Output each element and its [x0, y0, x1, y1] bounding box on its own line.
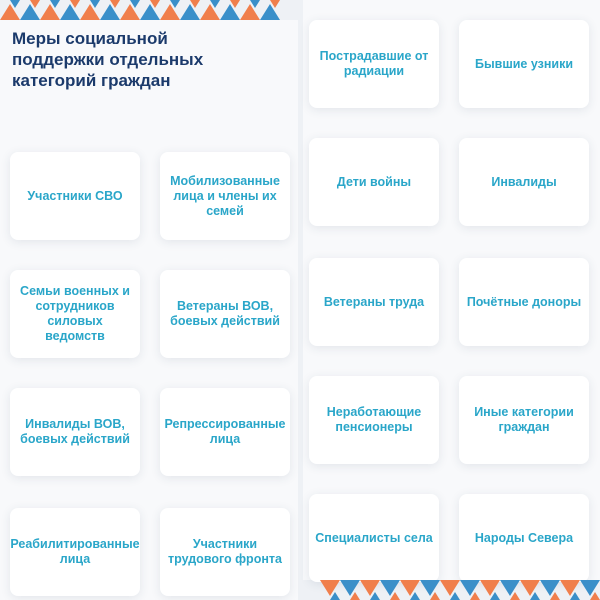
- pattern-triangle: [480, 580, 500, 596]
- card-labor-veterans[interactable]: [309, 258, 439, 346]
- card-label: Специалисты села: [315, 530, 433, 545]
- card-war-disabled[interactable]: [10, 388, 140, 476]
- card-other-categories[interactable]: [459, 376, 589, 464]
- pattern-triangle: [120, 4, 140, 20]
- card-label: Семьи военных и сотрудников силовых ведомств: [20, 284, 130, 343]
- card-label: Репрессированные лица: [164, 417, 286, 446]
- card-former-prisoners[interactable]: [459, 20, 589, 108]
- card-label: Мобилизованные лица и члены их семей: [170, 173, 280, 218]
- decorative-pattern-top: [0, 0, 280, 20]
- card-honorary-donors[interactable]: [459, 258, 589, 346]
- card-rehabilitated[interactable]: [10, 508, 140, 596]
- pattern-triangle: [20, 4, 40, 20]
- pattern-triangle: [40, 4, 60, 20]
- card-label: Пострадавшие от радиации: [319, 49, 429, 78]
- pattern-triangle: [440, 580, 460, 596]
- card-home-front[interactable]: [160, 508, 290, 596]
- card-label: Ветераны ВОВ, боевых действий: [170, 299, 280, 328]
- card-war-veterans[interactable]: [160, 270, 290, 358]
- card-label: Участники СВО: [27, 188, 123, 203]
- card-label: Иные категории граждан: [474, 405, 574, 434]
- card-label: Почётные доноры: [466, 294, 582, 309]
- card-radiation-victims[interactable]: [309, 20, 439, 108]
- pattern-triangle: [0, 4, 20, 20]
- card-northern-peoples[interactable]: [459, 494, 589, 582]
- card-unemployed-pensioners[interactable]: [309, 376, 439, 464]
- page-title: Меры социальной поддержки отдельных категорий граждан: [12, 29, 204, 90]
- pattern-triangle: [160, 4, 180, 20]
- pattern-triangle: [80, 4, 100, 20]
- pattern-triangle: [320, 580, 340, 596]
- pattern-triangle: [420, 580, 440, 596]
- card-label: Народы Севера: [474, 530, 574, 545]
- pattern-triangle: [540, 580, 560, 596]
- card-label: Ветераны труда: [323, 294, 425, 309]
- card-label: Инвалиды ВОВ, боевых действий: [20, 417, 130, 446]
- pattern-triangle: [180, 4, 200, 20]
- card-rural-specialists[interactable]: [309, 494, 439, 582]
- pattern-triangle: [380, 580, 400, 596]
- card-war-children[interactable]: [309, 138, 439, 226]
- pattern-triangle: [400, 580, 420, 596]
- card-label: Реабилитированные лица: [10, 537, 140, 566]
- card-repressed[interactable]: [160, 388, 290, 476]
- pattern-triangle: [260, 4, 280, 20]
- pattern-triangle: [500, 580, 520, 596]
- card-label: Инвалиды: [491, 174, 557, 189]
- pattern-triangle: [140, 4, 160, 20]
- pattern-triangle: [60, 4, 80, 20]
- card-military-families[interactable]: [10, 270, 140, 358]
- pattern-triangle: [580, 580, 600, 596]
- card-label: Дети войны: [336, 174, 412, 189]
- card-label: Неработающие пенсионеры: [326, 405, 422, 434]
- card-label: Участники трудового фронта: [168, 537, 282, 566]
- pattern-triangle: [560, 580, 580, 596]
- pattern-triangle: [360, 580, 380, 596]
- decorative-pattern-bottom: [320, 580, 600, 600]
- card-disabled[interactable]: [459, 138, 589, 226]
- pattern-triangle: [100, 4, 120, 20]
- pattern-triangle: [340, 580, 360, 596]
- card-svo-participants[interactable]: [10, 152, 140, 240]
- pattern-triangle: [200, 4, 220, 20]
- card-label: Бывшие узники: [474, 56, 574, 71]
- pattern-triangle: [240, 4, 260, 20]
- pattern-triangle: [460, 580, 480, 596]
- pattern-triangle: [520, 580, 540, 596]
- card-mobilized-families[interactable]: [160, 152, 290, 240]
- pattern-triangle: [220, 4, 240, 20]
